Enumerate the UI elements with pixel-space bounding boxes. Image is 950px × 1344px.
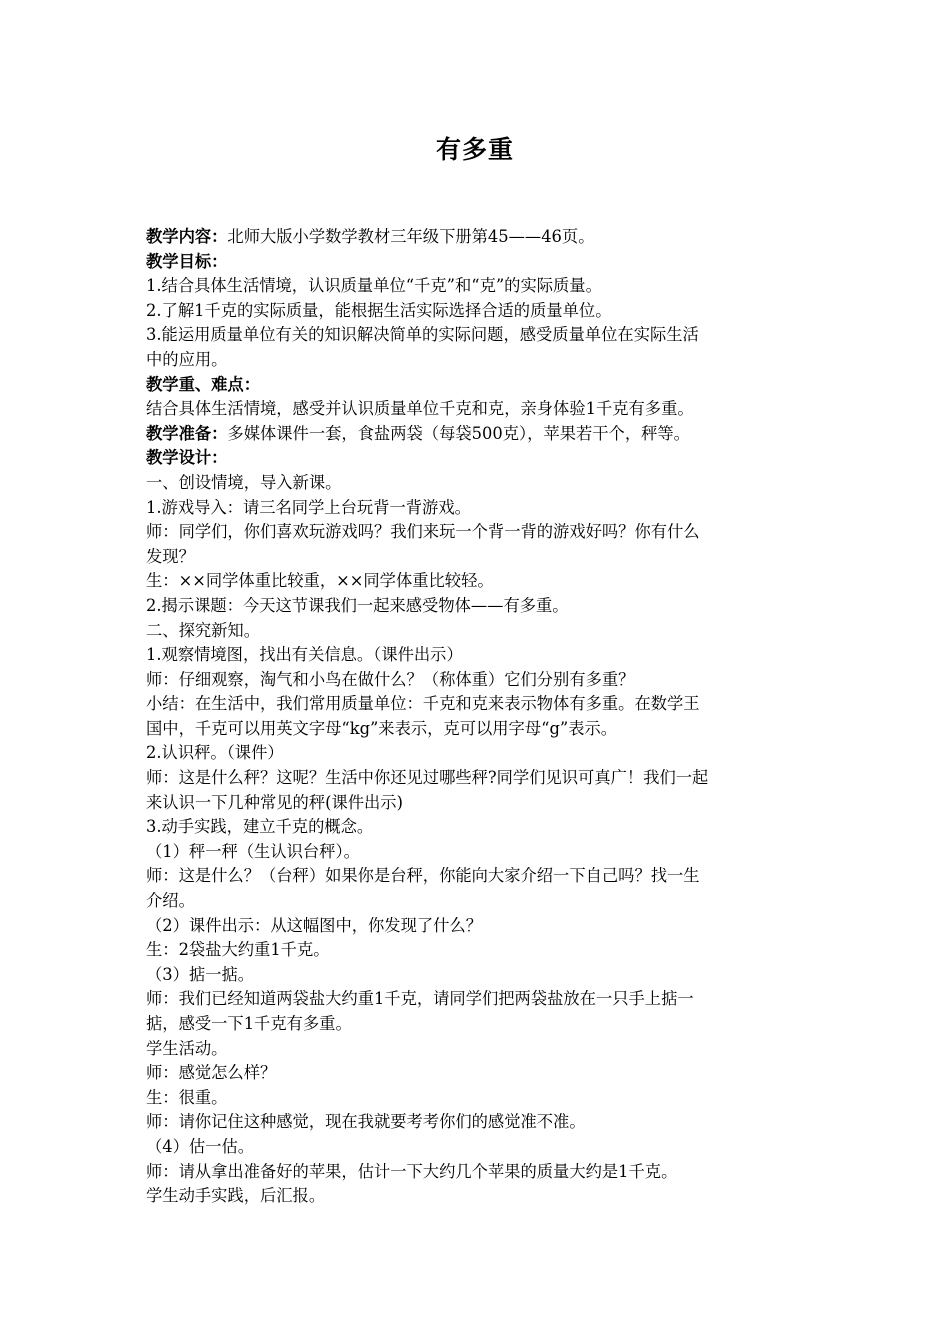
paragraph-line — [146, 250, 808, 275]
paragraph-line — [146, 373, 808, 398]
line-text: （2）课件出示：从这幅图中，你发现了什么？ — [146, 915, 482, 935]
paragraph-line — [146, 299, 808, 324]
paragraph-line — [146, 274, 808, 299]
paragraph-line — [146, 545, 808, 570]
paragraph-line — [146, 889, 808, 914]
line-text: 1.游戏导入：请三名同学上台玩背一背游戏。 — [146, 497, 471, 517]
line-text: 小结：在生活中，我们常用质量单位：千克和克来表示物体有多重。在数学王 — [146, 694, 700, 714]
paragraph-line — [146, 815, 808, 840]
line-text: 师：这是什么？（台秤）如果你是台秤，你能向大家介绍一下自己吗？找一生 — [146, 866, 700, 886]
section-label: 教学重、难点： — [146, 374, 260, 394]
line-text: 中的应用。 — [146, 349, 228, 369]
paragraph-line — [146, 1110, 808, 1135]
section-label: 教学准备： — [146, 423, 228, 443]
line-text: 来认识一下几种常见的秤(课件出示) — [146, 792, 403, 812]
paragraph-line — [146, 496, 808, 521]
line-text: 师：同学们，你们喜欢玩游戏吗？我们来玩一个背一背的游戏好吗？你有什么 — [146, 522, 700, 542]
line-text: 学生活动。 — [146, 1038, 228, 1058]
paragraph-line — [146, 791, 808, 816]
paragraph-line — [146, 963, 808, 988]
section-label: 教学设计： — [146, 448, 228, 468]
paragraph-line — [146, 1061, 808, 1086]
line-text: 2.认识秤。（课件） — [146, 743, 284, 763]
paragraph-line — [146, 766, 808, 791]
line-text: 师：请你记住这种感觉，现在我就要考考你们的感觉准不准。 — [146, 1112, 586, 1132]
paragraph-line — [146, 1184, 808, 1209]
line-text: 一、创设情境，导入新课。 — [146, 472, 342, 492]
paragraph-line — [146, 569, 808, 594]
paragraph-line — [146, 741, 808, 766]
line-text: 师：这是什么秤？这呢？生活中你还见过哪些秤?同学们见识可真广！我们一起 — [146, 768, 709, 788]
paragraph-line — [146, 1160, 808, 1185]
document-body — [146, 225, 808, 1209]
paragraph-line — [146, 397, 808, 422]
line-text: 2.了解1千克的实际质量，能根据生活实际选择合适的质量单位。 — [146, 300, 612, 320]
paragraph-line — [146, 864, 808, 889]
line-text: 掂，感受一下1千克有多重。 — [146, 1014, 352, 1033]
line-text: 1.结合具体生活情境，认识质量单位“千克”和“克”的实际质量。 — [146, 276, 602, 296]
line-text: 北师大版小学数学教材三年级下册第45——46页。 — [227, 227, 595, 246]
line-text: （3）掂一掂。 — [146, 964, 255, 984]
section-label: 教学目标： — [146, 251, 228, 271]
paragraph-line — [146, 840, 808, 865]
line-text: 师：感觉怎么样？ — [146, 1063, 277, 1083]
line-text: 师：仔细观察，淘气和小鸟在做什么？（称体重）它们分别有多重？ — [146, 669, 635, 689]
paragraph-line — [146, 668, 808, 693]
line-text: 生：很重。 — [146, 1087, 228, 1107]
line-text: 多媒体课件一套，食盐两袋（每袋500克），苹果若干个，秤等。 — [227, 423, 690, 443]
paragraph-line — [146, 914, 808, 939]
paragraph-line — [146, 1135, 808, 1160]
line-text: 1.观察情境图，找出有关信息。（课件出示） — [146, 645, 463, 665]
paragraph-line — [146, 987, 808, 1012]
paragraph-line — [146, 938, 808, 963]
line-text: 二、探究新知。 — [146, 620, 260, 640]
line-text: 介绍。 — [146, 891, 195, 911]
page-title: 有多重 — [435, 135, 514, 164]
paragraph-line — [146, 619, 808, 644]
line-text: （1）秤一秤（生认识台秤）。 — [146, 841, 360, 861]
paragraph-line — [146, 422, 808, 447]
paragraph-line — [146, 1037, 808, 1062]
line-text: 3.动手实践，建立千克的概念。 — [146, 817, 374, 837]
paragraph-line — [146, 225, 808, 250]
line-text: 2.揭示课题：今天这节课我们一起来感受物体——有多重。 — [146, 595, 569, 615]
paragraph-line — [146, 692, 808, 717]
paragraph-line — [146, 717, 808, 742]
line-text: 师：请从拿出准备好的苹果，估计一下大约几个苹果的质量大约是1千克。 — [146, 1161, 678, 1181]
paragraph-line — [146, 1012, 808, 1037]
line-text: 生：××同学体重比较重，××同学体重比较轻。 — [146, 571, 494, 591]
line-text: 国中，千克可以用英文字母“kg”来表示，克可以用字母“g”表示。 — [146, 718, 618, 738]
line-text: 3.能运用质量单位有关的知识解决简单的实际问题，感受质量单位在实际生活 — [146, 325, 699, 345]
paragraph-line — [146, 348, 808, 373]
paragraph-line — [146, 446, 808, 471]
paragraph-line — [146, 594, 808, 619]
line-text: 学生动手实践，后汇报。 — [146, 1186, 326, 1206]
line-text: 发现？ — [146, 546, 195, 566]
section-label: 教学内容： — [146, 227, 228, 246]
line-text: （4）估一估。 — [146, 1136, 255, 1156]
line-text: 师：我们已经知道两袋盐大约重1千克，请同学们把两袋盐放在一只手上掂一 — [146, 989, 694, 1009]
line-text: 结合具体生活情境，感受并认识质量单位千克和克，亲身体验1千克有多重。 — [146, 399, 694, 419]
paragraph-line — [146, 323, 808, 348]
paragraph-line — [146, 643, 808, 668]
paragraph-line — [146, 471, 808, 496]
paragraph-line — [146, 520, 808, 545]
line-text: 生：2袋盐大约重1千克。 — [146, 940, 330, 960]
paragraph-line — [146, 1086, 808, 1111]
